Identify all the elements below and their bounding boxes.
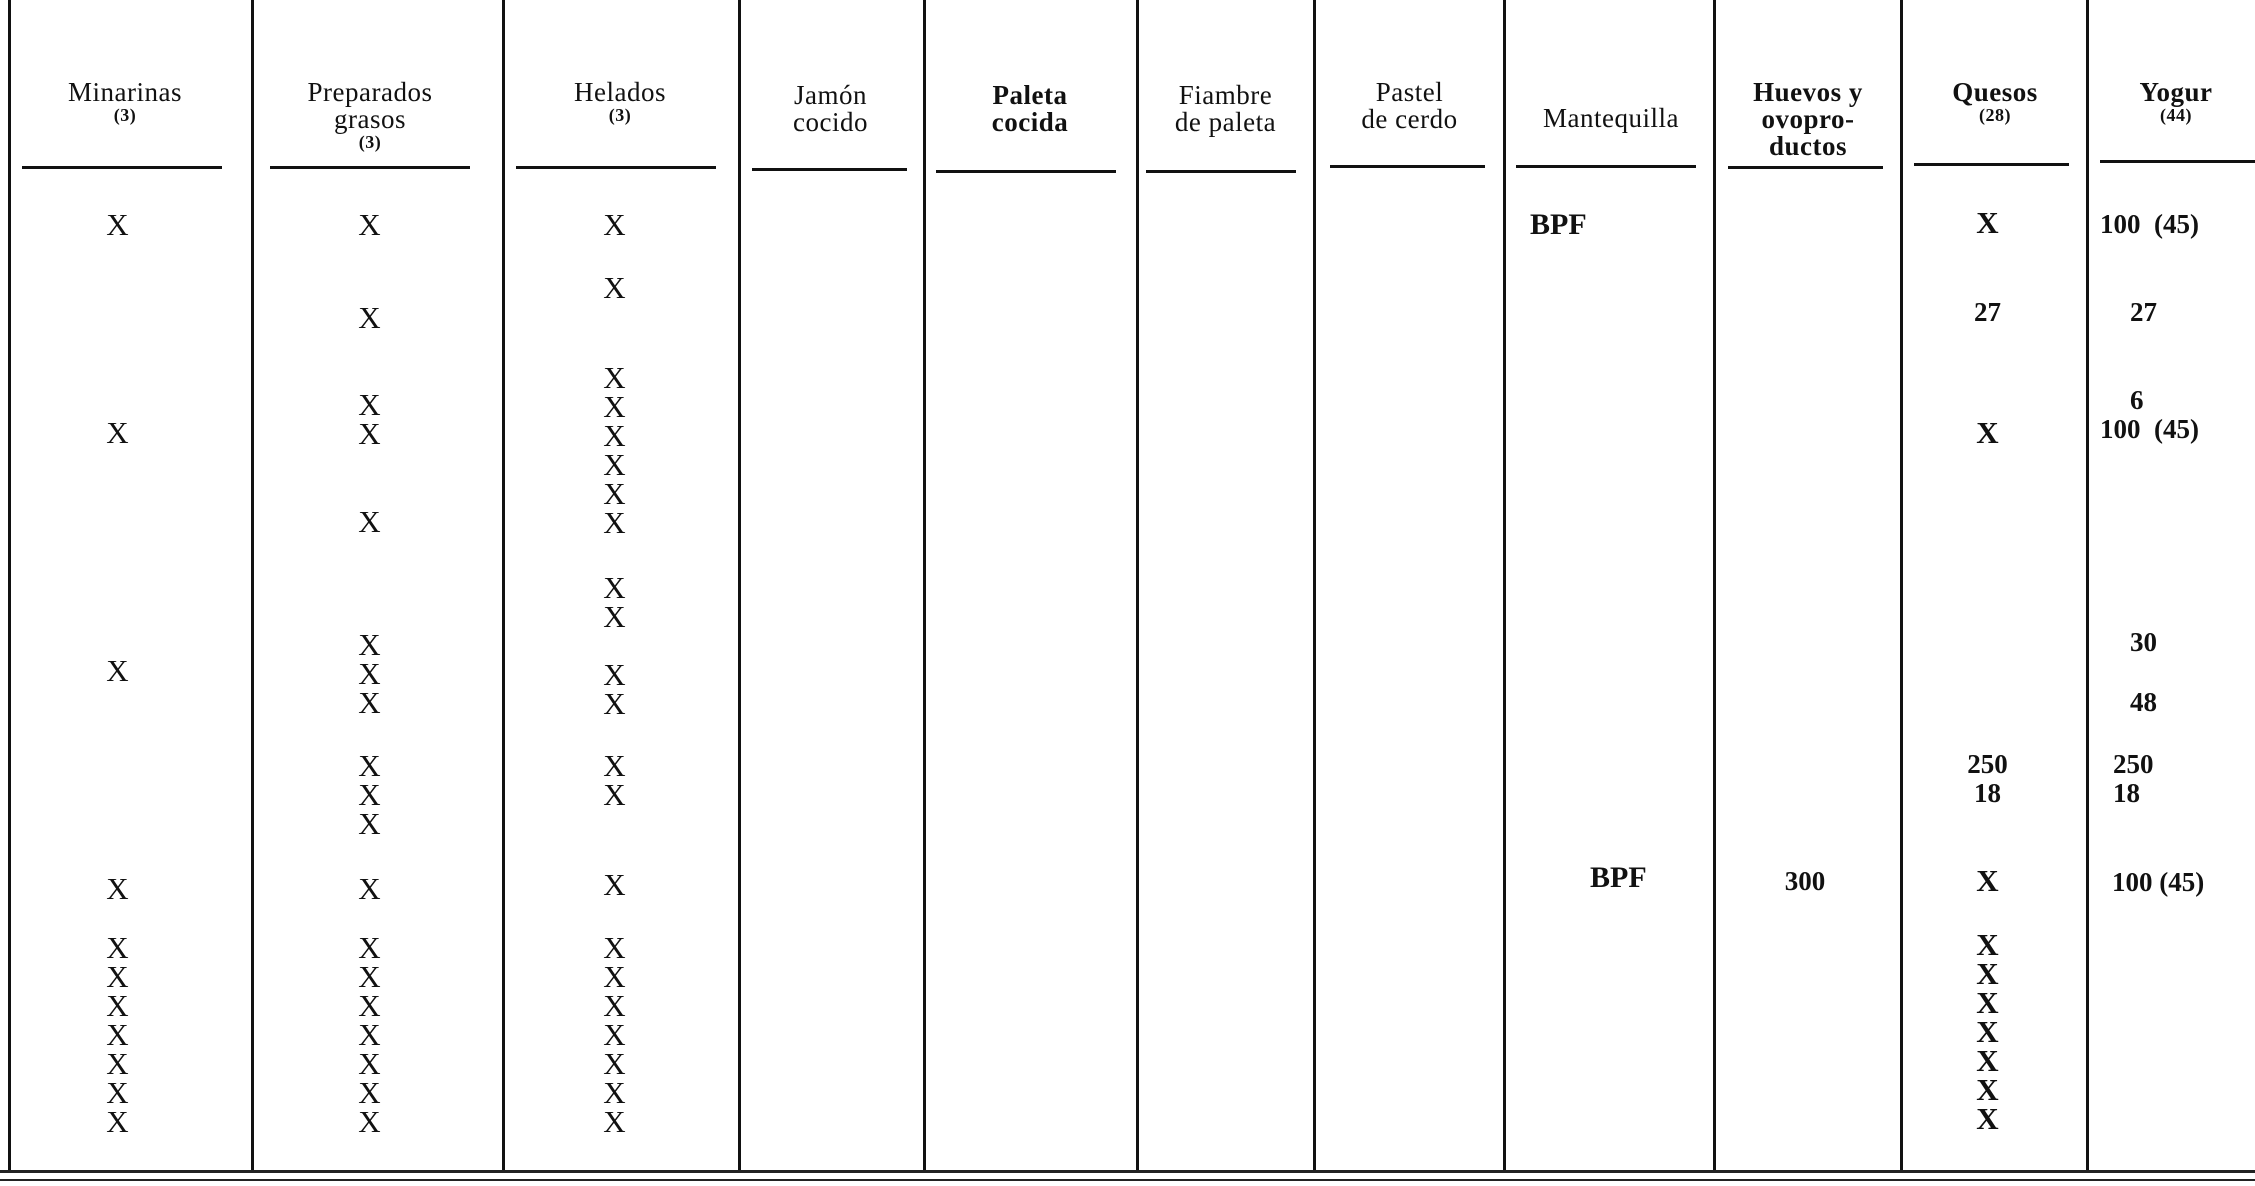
cell-preparados: X	[358, 504, 381, 539]
cell-preparados: X X X	[358, 627, 381, 720]
column-divider	[1900, 0, 1903, 1172]
header-yogur	[2096, 52, 2255, 151]
cell-helados: X	[603, 270, 626, 305]
header-ref: (44)	[2160, 105, 2192, 125]
header-huevos	[1722, 52, 1894, 160]
cell-helados: X	[603, 207, 626, 242]
cell-minarinas: X	[106, 207, 129, 242]
cell-helados: X X X X X X	[603, 360, 626, 540]
header-minarinas	[20, 52, 230, 151]
header-underline	[1516, 165, 1696, 168]
header-underline	[2100, 160, 2255, 163]
header-label: Paleta cocida	[991, 80, 1069, 137]
cell-quesos: X X X X X X X	[1976, 927, 1999, 1136]
cell-quesos: X	[1976, 415, 1999, 450]
column-divider	[502, 0, 505, 1172]
cell-yogur: 100 (45)	[2112, 867, 2205, 897]
cell-quesos: X	[1976, 205, 1999, 240]
cell-minarinas: X	[106, 871, 129, 906]
cell-yogur	[2100, 386, 2250, 444]
cell-preparados: X	[358, 871, 381, 906]
cell-huevos: 300	[1784, 866, 1826, 896]
cell-yogur: 100 (45)	[2100, 209, 2199, 239]
header-label: Mantequilla	[1543, 103, 1679, 133]
header-label: Pastel de cerdo	[1361, 77, 1458, 134]
header-ref: (28)	[1979, 105, 2011, 125]
header-underline	[22, 166, 222, 169]
cell-yogur: 48	[2130, 687, 2157, 717]
cell-mantequilla: BPF	[1530, 208, 1587, 241]
column-divider	[2086, 0, 2089, 1172]
column-divider	[923, 0, 926, 1172]
header-label: Fiambre de paleta	[1174, 80, 1277, 137]
header-underline	[752, 168, 907, 171]
yogur-value: 100 (45)	[2100, 414, 2199, 444]
header-label: Quesos	[1952, 77, 2038, 107]
cell-minarinas: X	[106, 415, 129, 450]
cell-helados: X X	[603, 748, 626, 812]
column-divider	[251, 0, 254, 1172]
header-fiambre	[1143, 55, 1308, 136]
column-divider	[1713, 0, 1716, 1172]
cell-preparados: X	[358, 207, 381, 242]
header-ref: (3)	[358, 132, 382, 152]
header-label: Preparados grasos	[307, 77, 433, 134]
column-divider	[1136, 0, 1139, 1172]
table-bottom-rule	[0, 1179, 2255, 1181]
cell-yogur: 30	[2130, 627, 2157, 657]
header-underline	[1728, 166, 1883, 169]
cell-quesos: 27	[1974, 297, 2001, 327]
header-pastel	[1322, 52, 1497, 133]
column-divider	[738, 0, 741, 1172]
cell-yogur: 250 18	[2113, 749, 2154, 808]
header-underline	[1146, 170, 1296, 173]
cell-yogur: 27	[2130, 297, 2157, 327]
cell-preparados: X X X X X X X	[358, 930, 381, 1139]
header-paleta	[935, 55, 1125, 136]
header-ref: (3)	[113, 105, 137, 125]
header-underline	[936, 170, 1116, 173]
table-bottom-rule	[0, 1170, 2255, 1173]
column-divider	[1313, 0, 1316, 1172]
cell-mantequilla: BPF	[1590, 861, 1647, 894]
cell-helados: X	[603, 867, 626, 902]
header-underline	[1330, 165, 1485, 168]
column-divider	[1503, 0, 1506, 1172]
header-preparados	[265, 52, 475, 178]
header-label: Helados	[574, 77, 666, 107]
header-label: Huevos y ovopro- ductos	[1753, 77, 1863, 161]
header-quesos	[1910, 52, 2080, 151]
cell-preparados: X	[358, 300, 381, 335]
cell-quesos: 250 18	[1967, 749, 2008, 808]
header-label: Yogur	[2139, 77, 2213, 107]
header-underline	[1914, 163, 2069, 166]
cell-preparados: X X X	[358, 748, 381, 841]
cell-helados: X X	[603, 657, 626, 721]
cell-helados: X X X X X X X	[603, 930, 626, 1139]
header-label: Minarinas	[68, 77, 182, 107]
header-helados	[515, 52, 725, 151]
header-jamon	[748, 55, 913, 136]
cell-quesos: X	[1976, 863, 1999, 898]
header-label: Jamón cocido	[793, 80, 868, 137]
column-divider	[8, 0, 11, 1172]
cell-helados: X X	[603, 570, 626, 634]
header-underline	[516, 166, 716, 169]
header-mantequilla	[1512, 78, 1710, 132]
cell-preparados: X X	[358, 387, 381, 451]
header-ref: (3)	[608, 105, 632, 125]
yogur-value: 6	[2130, 385, 2144, 415]
cell-minarinas: X X X X X X X	[106, 930, 129, 1139]
cell-minarinas: X	[106, 653, 129, 688]
